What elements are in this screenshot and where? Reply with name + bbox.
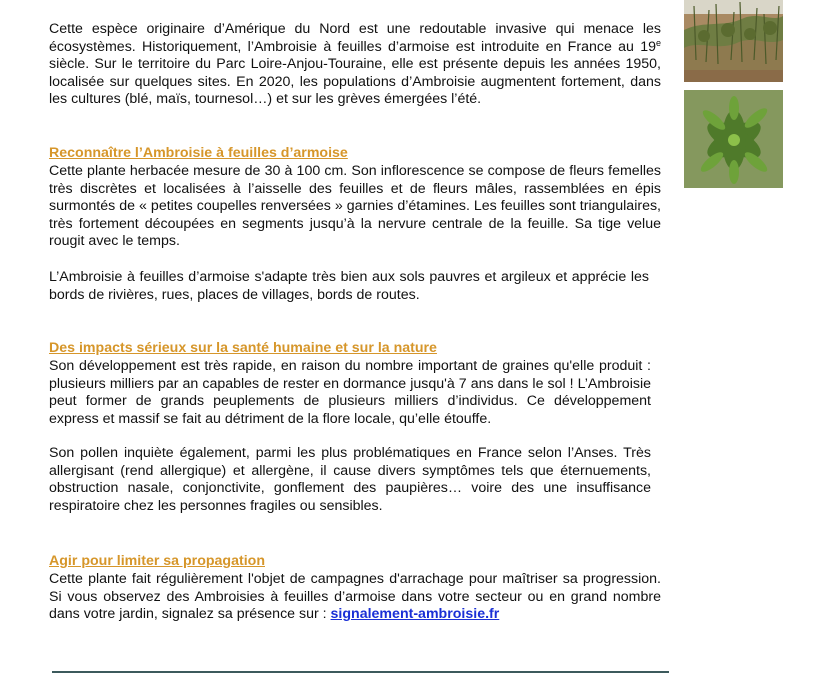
heading-impacts: Des impacts sérieux sur la santé humaine et sur la nature <box>49 340 437 356</box>
heading-recognize: Reconnaître l’Ambroisie à feuilles d’armoise <box>49 145 348 161</box>
footer-rule <box>52 671 669 673</box>
habitat-paragraph: L’Ambroisie à feuilles d’armoise s'adapte très bien aux sols pauvres et argileux et apprécie les bords de rivières, rues, places de villages, bords de routes. <box>49 269 649 303</box>
century-superscript: e <box>655 37 661 48</box>
heading-act: Agir pour limiter sa propagation <box>49 553 265 569</box>
recognize-paragraph: Cette plante herbacée mesure de 30 à 100 cm. Son inflorescence se compose de fleurs femelles très discrètes et localisées à l’aisselle des feuilles et de fleurs mâles, rassemblées en épis surmontés de « petites coupelles renversées » garnies d’étamines. Les feuilles sont triangulaires, très fortement découpées en segments jusqu’à la nervure centrale de la feuille. Sa tige velue rougit avec le temps. <box>49 163 661 250</box>
pollen-paragraph: Son pollen inquiète également, parmi les plus problématiques en France selon l’Anses. Très allergisant (rend allergique) et allergène, il cause divers symptômes tels que éternuements, obstruction nasale, conjonctivite, gonflement des paupières… voire des une insuffisance respiratoire chez les personnes fragiles ou sensibles. <box>49 445 651 514</box>
intro-text-end: siècle. Sur le territoire du Parc Loire-Anjou-Touraine, elle est présente depuis les années 1950, localisée sur quelques sites. En 2020, les populations d’Ambroisie augmentent fortement, dans les cultures (blé, maïs, tournesol…) et sur les grèves émergées l’été. <box>49 56 661 108</box>
intro-text-start: Cette espèce originaire d’Amérique du Nord est une redoutable invasive qui menace les écosystèmes. Historiquement, l’Ambroisie à feuilles d’armoise est introduite en France au 19 <box>49 21 661 55</box>
impacts-paragraph: Son développement est très rapide, en raison du nombre important de graines qu'elle produit : plusieurs milliers par an capables de rester en dormance jusqu'à 7 ans dans le sol ! L’Ambroisie peut former de grands peuplements de plusieurs milliers d’individus. Ce développement express et massif se fait au détriment de la flore locale, qu’elle étouffe. <box>49 358 651 427</box>
act-text: Cette plante fait régulièrement l'objet de campagnes d'arrachage pour maîtriser sa progression. Si vous observez des Ambroisies à feuilles d’armoise dans votre secteur ou en grand nombre dans votre jardin, signalez sa présence sur : <box>49 571 661 623</box>
signalement-link[interactable]: signalement-ambroisie.fr <box>330 606 500 623</box>
ambrosia-field-photo <box>684 0 783 82</box>
act-paragraph <box>49 571 661 624</box>
ambrosia-leaves-photo <box>684 90 783 188</box>
intro-paragraph <box>49 21 661 109</box>
